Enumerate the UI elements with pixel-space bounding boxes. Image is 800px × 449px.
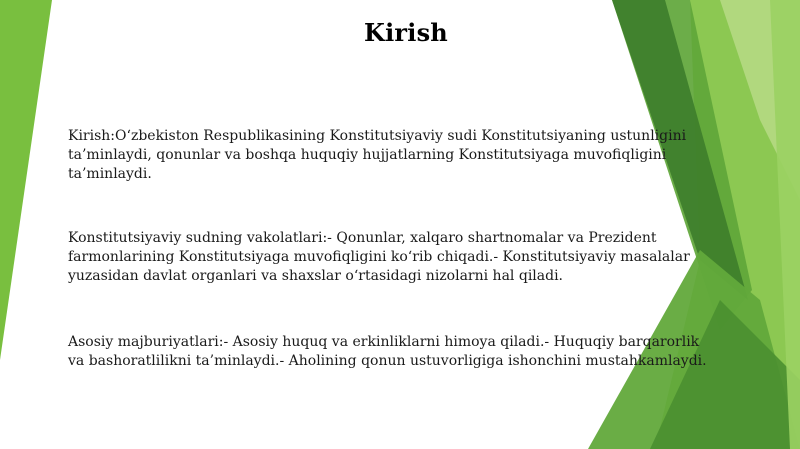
slide-title: Kirish [364, 18, 448, 47]
paragraph-powers: Konstitutsiyaviy sudning vakolatlari:- Qonunlar, xalqaro shartnomalar va Prezident farmonlarining Konstitutsiyaga muvofiqligini ko‘rib chiqadi.- Konstitutsiyaviy masalalar yuzasidan davlat organlari va shaxslar o‘rtasidagi nizolarni hal qiladi. [68, 230, 690, 284]
paragraph-intro: Kirish:O‘zbekiston Respublikasining Konstitutsiyaviy sudi Konstitutsiyaning ustunligini ta’minlaydi, qonunlar va boshqa huquqiy hujjatlarning Konstitutsiyaga muvofiqligini ta’minlaydi. [68, 128, 687, 182]
paragraph-duties: Asosiy majburiyatlari:- Asosiy huquq va erkinliklarni himoya qiladi.- Huquqiy barqarorlik va bashoratlilikni ta’minlaydi.- Aholining qonun ustuvorligiga ishonchini mustahkamlaydi. [68, 334, 707, 369]
left-green-band [0, 0, 52, 360]
